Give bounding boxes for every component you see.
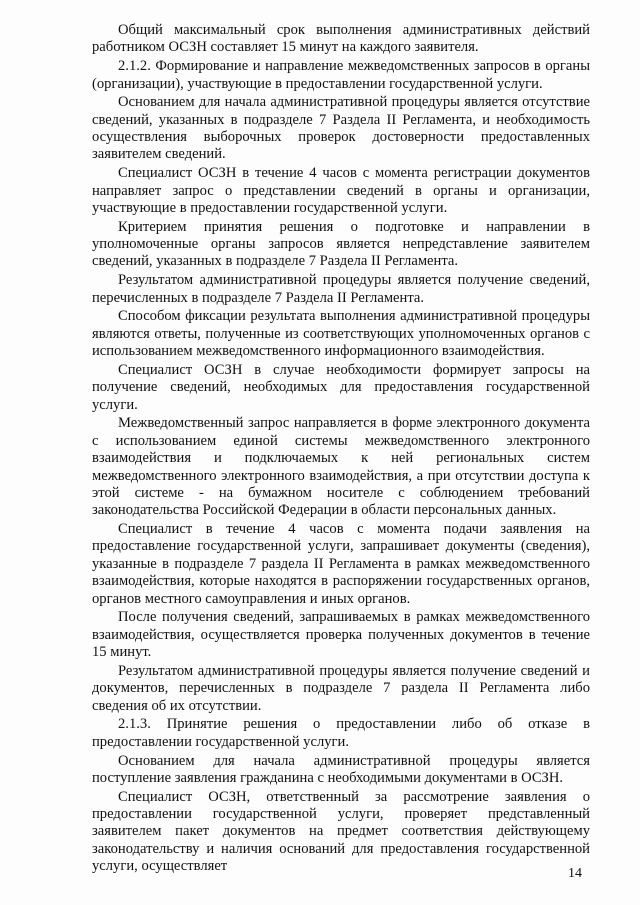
paragraph: Критерием принятия решения о подготовке и направлении в уполномоченные органы запросов является непредставление заявителем сведений, указанных в подразделе 7 Раздела II Регламента.	[92, 218, 590, 270]
paragraph: Специалист в течение 4 часов с момента подачи заявления на предоставление государственной услуги, запрашивает документы (сведения), указанные в подразделе 7 раздела II Регламента в рамках межведомственного взаимодействия, которые находятся в распоряжении государственных органов, органов местного самоуправления и иных органов.	[92, 521, 590, 607]
page-number: 14	[568, 866, 582, 881]
section-heading: 2.1.3. Принятие решения о предоставлении либо об отказе в предоставлении государственной услуги.	[92, 716, 590, 750]
section-heading: 2.1.2. Формирование и направление межведомственных запросов в органы (организации), участвующие в предоставлении государственной услуги.	[92, 58, 590, 92]
paragraph: Специалист ОСЗН в случае необходимости формирует запросы на получение сведений, необходимых для предоставления государственной услуги.	[92, 361, 590, 413]
paragraph: Способом фиксации результата выполнения административной процедуры являются ответы, полученные из соответствующих уполномоченных органов с использованием межведомственного информационного взаимодействия.	[92, 308, 590, 360]
paragraph: Межведомственный запрос направляется в форме электронного документа с использованием единой системы межведомственного электронного взаимодействия и подключаемых к ней региональных систем межведомственного электронного взаимодействия, а при отсутствии доступа к этой системе - на бумажном носителе с соблюдением требований законодательства Российской Федерации в области персональных данных.	[92, 415, 590, 519]
paragraph: Специалист ОСЗН, ответственный за рассмотрение заявления о предоставлении государственной услуги, проверяет представленный заявителем пакет документов на предмет соответствия действующему законодательству и наличия оснований для предоставления государственной услуги, осуществляет	[92, 788, 590, 875]
paragraph: Результатом административной процедуры является получение сведений и документов, перечисленных в подразделе 7 раздела II Регламента либо сведения об их отсутствии.	[92, 662, 590, 714]
paragraph: Основанием для начала административной процедуры является поступление заявления гражданина с необходимыми документами в ОСЗН.	[92, 752, 590, 786]
paragraph: Специалист ОСЗН в течение 4 часов с момента регистрации документов направляет запрос о представлении сведений в органы и организации, участвующие в предоставлении государственной услуги.	[92, 165, 590, 216]
paragraph: Основанием для начала административной процедуры является отсутствие сведений, указанных в подразделе 7 Раздела II Регламента, и необходимость осуществления выборочных проверок достоверности предоставленных заявителем сведений.	[92, 94, 590, 163]
body-text	[92, 22, 590, 877]
paragraph: Результатом административной процедуры является получение сведений, перечисленных в подразделе 7 Раздела II Регламента.	[92, 272, 590, 306]
paragraph: После получения сведений, запрашиваемых в рамках межведомственного взаимодействия, осуществляется проверка полученных документов в течение 15 минут.	[92, 609, 590, 661]
paragraph: Общий максимальный срок выполнения административных действий работником ОСЗН составляет 15 минут на каждого заявителя.	[92, 22, 590, 56]
